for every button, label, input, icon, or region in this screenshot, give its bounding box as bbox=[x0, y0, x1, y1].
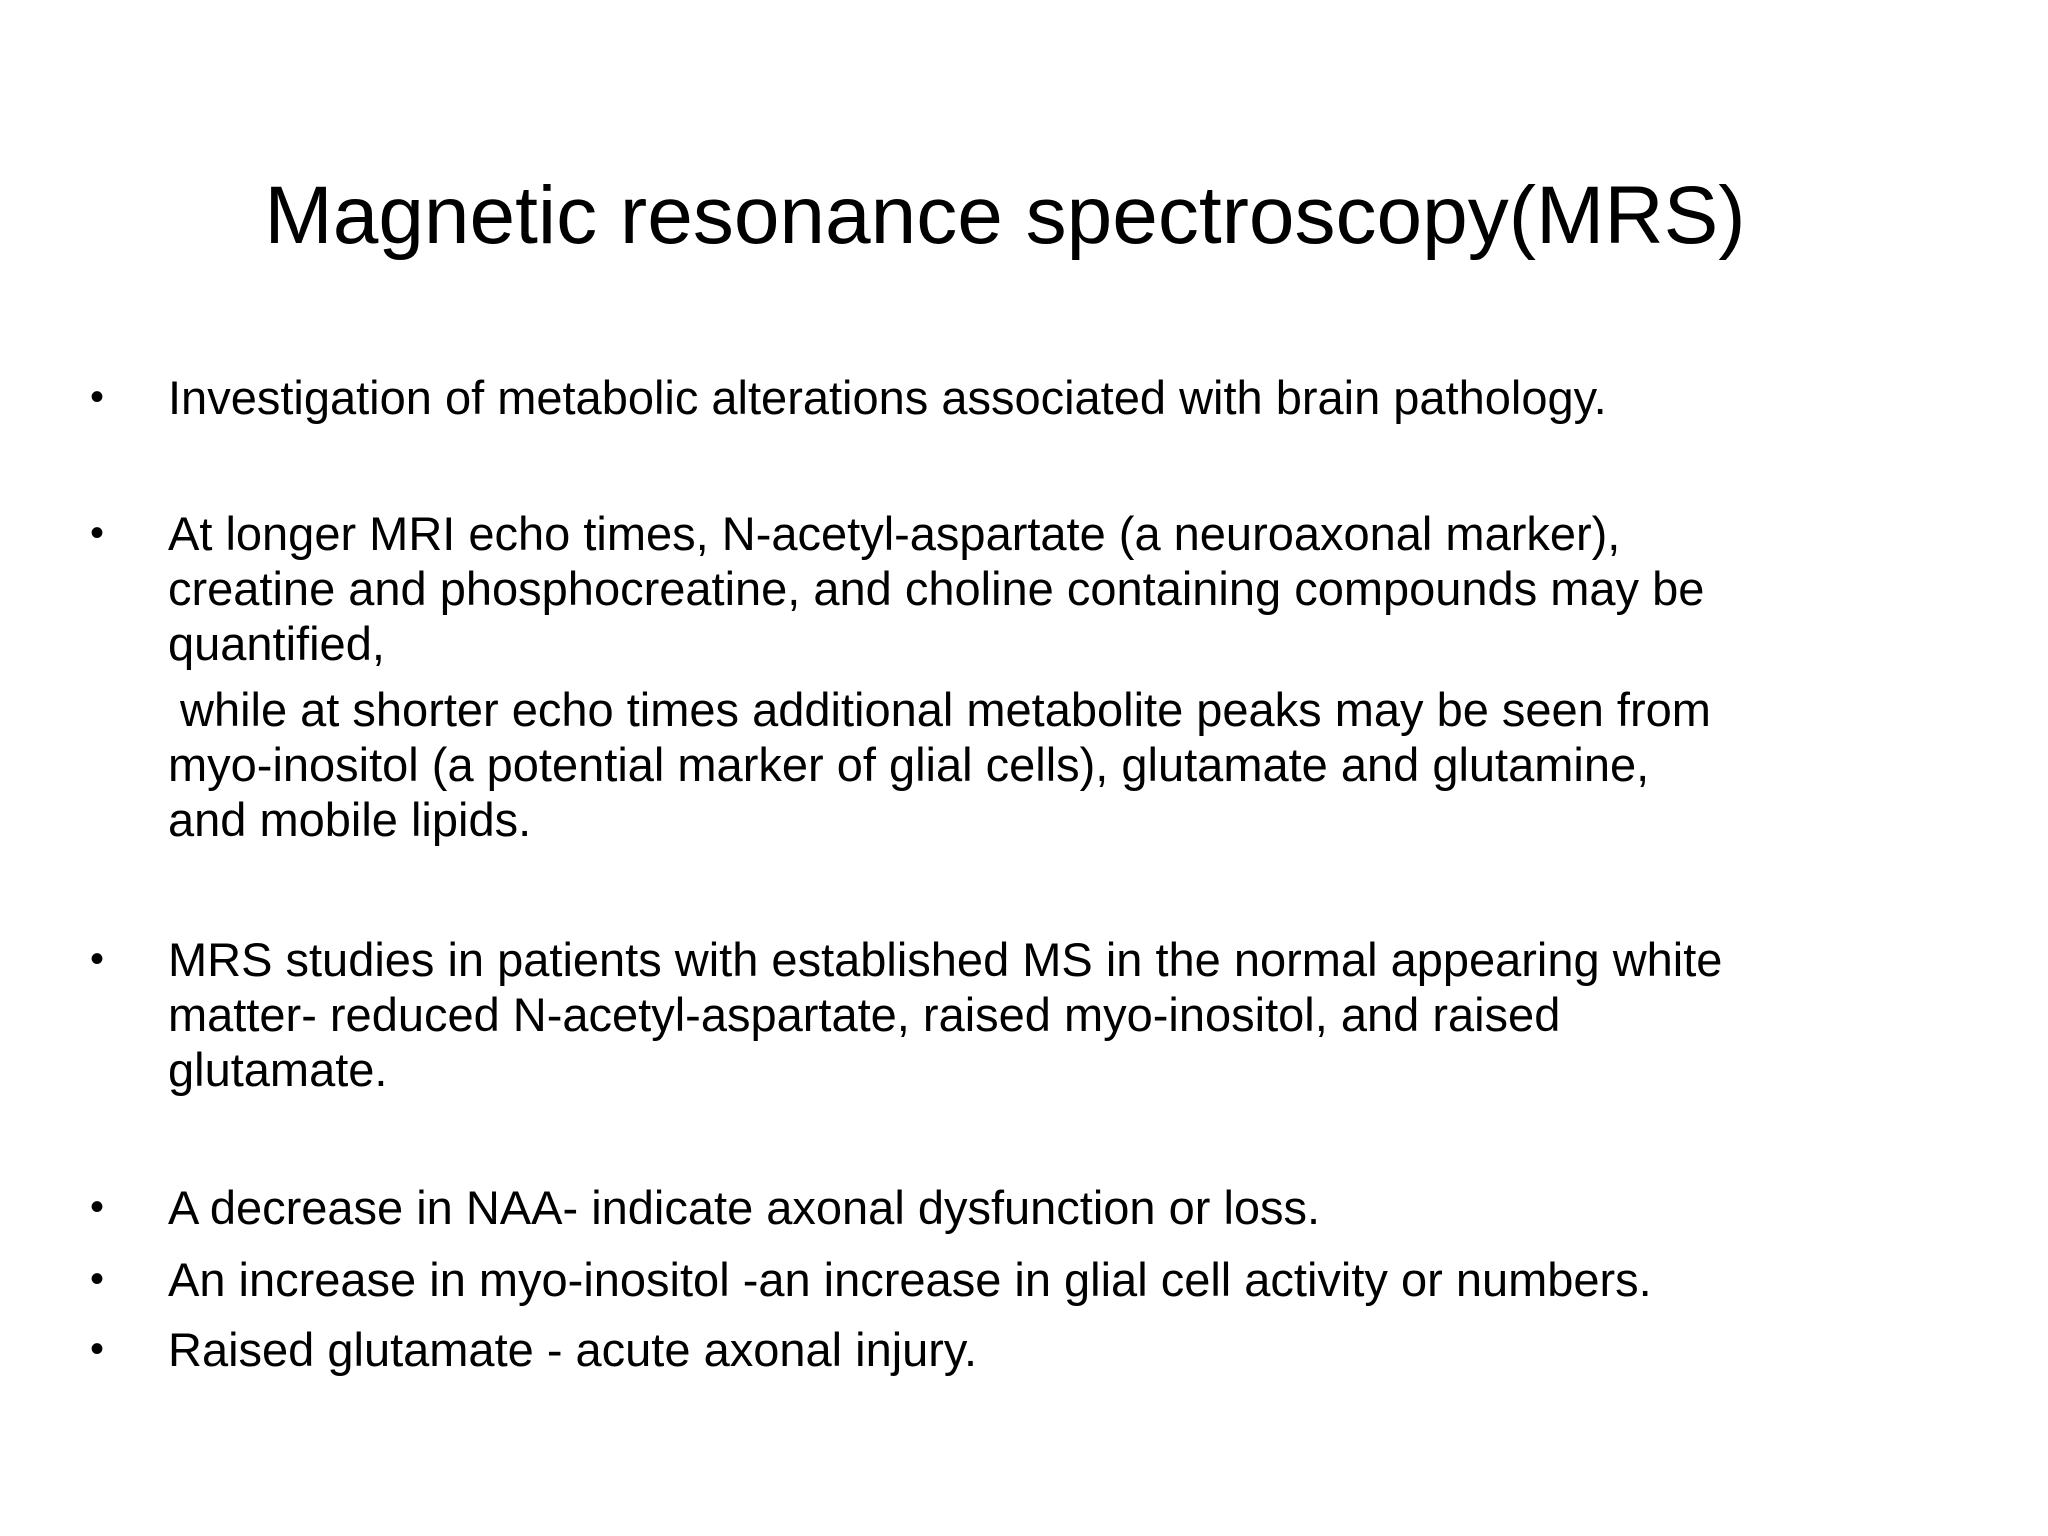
bullet-text: An increase in myo-inositol -an increase in glial cell activity or numbers. bbox=[168, 1253, 1652, 1306]
bullet-marker: • bbox=[90, 1327, 105, 1371]
bullet-text: glutamate. bbox=[168, 1043, 388, 1096]
bullet-text: MRS studies in patients with established MS in the normal appearing white bbox=[168, 933, 1723, 986]
bullet-text: quantified, bbox=[168, 617, 385, 670]
bullet-marker: • bbox=[90, 1257, 105, 1301]
bullet-marker: • bbox=[90, 1185, 105, 1229]
bullet-marker: • bbox=[90, 511, 105, 555]
bullet-text: A decrease in NAA- indicate axonal dysfunction or loss. bbox=[168, 1181, 1321, 1234]
bullet-text: matter- reduced N-acetyl-aspartate, raised myo-inositol, and raised bbox=[168, 988, 1561, 1041]
bullet-text: Raised glutamate - acute axonal injury. bbox=[168, 1323, 978, 1376]
bullet-item-5 bbox=[90, 1252, 1928, 1307]
bullet-item-6 bbox=[90, 1322, 1928, 1377]
bullet-continuation bbox=[168, 682, 1928, 847]
bullet-item-3 bbox=[90, 932, 1928, 1097]
bullet-text: At longer MRI echo times, N-acetyl-aspartate (a neuroaxonal marker), bbox=[168, 507, 1621, 560]
bullet-marker: • bbox=[90, 375, 105, 419]
bullet-item-4 bbox=[90, 1180, 1928, 1235]
continuation-text: while at shorter echo times additional metabolite peaks may be seen from bbox=[180, 683, 1711, 736]
bullet-item-1 bbox=[90, 370, 1928, 425]
bullet-text: creatine and phosphocreatine, and choline containing compounds may be bbox=[168, 562, 1705, 615]
continuation-text: myo-inositol (a potential marker of glial cells), glutamate and glutamine, bbox=[168, 738, 1650, 791]
slide-title: Magnetic resonance spectroscopy(MRS) bbox=[264, 170, 1746, 261]
bullet-item-2 bbox=[90, 506, 1928, 671]
bullet-marker: • bbox=[90, 937, 105, 981]
bullet-text: Investigation of metabolic alterations associated with brain pathology. bbox=[168, 371, 1607, 424]
continuation-text: and mobile lipids. bbox=[168, 793, 532, 846]
